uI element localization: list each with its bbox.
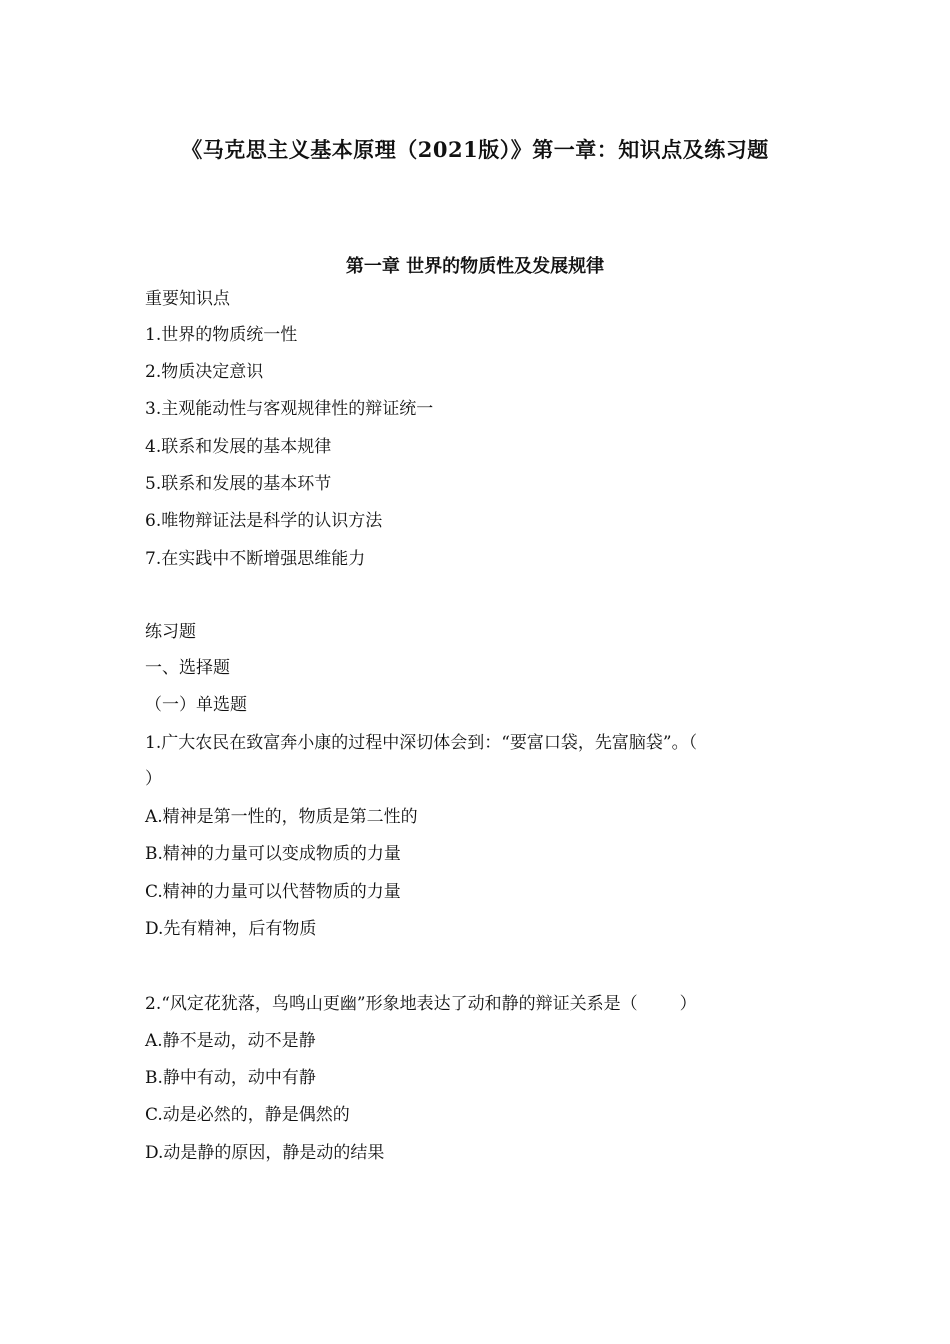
document-title: 《马克思主义基本原理（2021版）》第一章：知识点及练习题 [181,137,769,162]
question-1-stem-continued: ） [145,769,162,789]
question-2-option-d: D.动是静的原因，静是动的结果 [145,1143,385,1163]
key-point-item: 7.在实践中不断增强思维能力 [145,549,366,569]
key-point-item: 2.物质决定意识 [145,362,264,382]
key-point-item: 5.联系和发展的基本环节 [145,474,332,494]
question-2-stem-close: ） [679,994,697,1014]
key-point-item: 1.世界的物质统一性 [145,325,298,345]
question-2-option-a: A.静不是动，动不是静 [145,1031,316,1051]
question-2-option-c: C.动是必然的，静是偶然的 [145,1105,350,1125]
question-1-option-a: A.精神是第一性的，物质是第二性的 [145,807,418,827]
subsection-heading: （一）单选题 [145,695,247,715]
chapter-title: 第一章 世界的物质性及发展规律 [345,256,605,277]
key-point-item: 4.联系和发展的基本规律 [145,437,332,457]
question-2-option-b: B.静中有动，动中有静 [145,1068,316,1088]
key-points-heading: 重要知识点 [145,289,230,309]
question-2-stem [145,992,697,1016]
question-1-option-b: B.精神的力量可以变成物质的力量 [145,844,401,864]
question-1-stem: 1.广大农民在致富奔小康的过程中深切体会到：“要富口袋，先富脑袋”。（ [145,733,698,753]
section-heading: 一、选择题 [145,658,230,678]
key-point-item: 6.唯物辩证法是科学的认识方法 [145,511,383,531]
question-1-option-d: D.先有精神，后有物质 [145,919,317,939]
exercises-heading: 练习题 [145,622,196,642]
key-point-item: 3.主观能动性与客观规律性的辩证统一 [145,399,434,419]
question-1-option-c: C.精神的力量可以代替物质的力量 [145,882,401,902]
question-2-stem-text: 2.“风定花犹落，鸟鸣山更幽”形象地表达了动和静的辩证关系是（ [145,994,638,1014]
